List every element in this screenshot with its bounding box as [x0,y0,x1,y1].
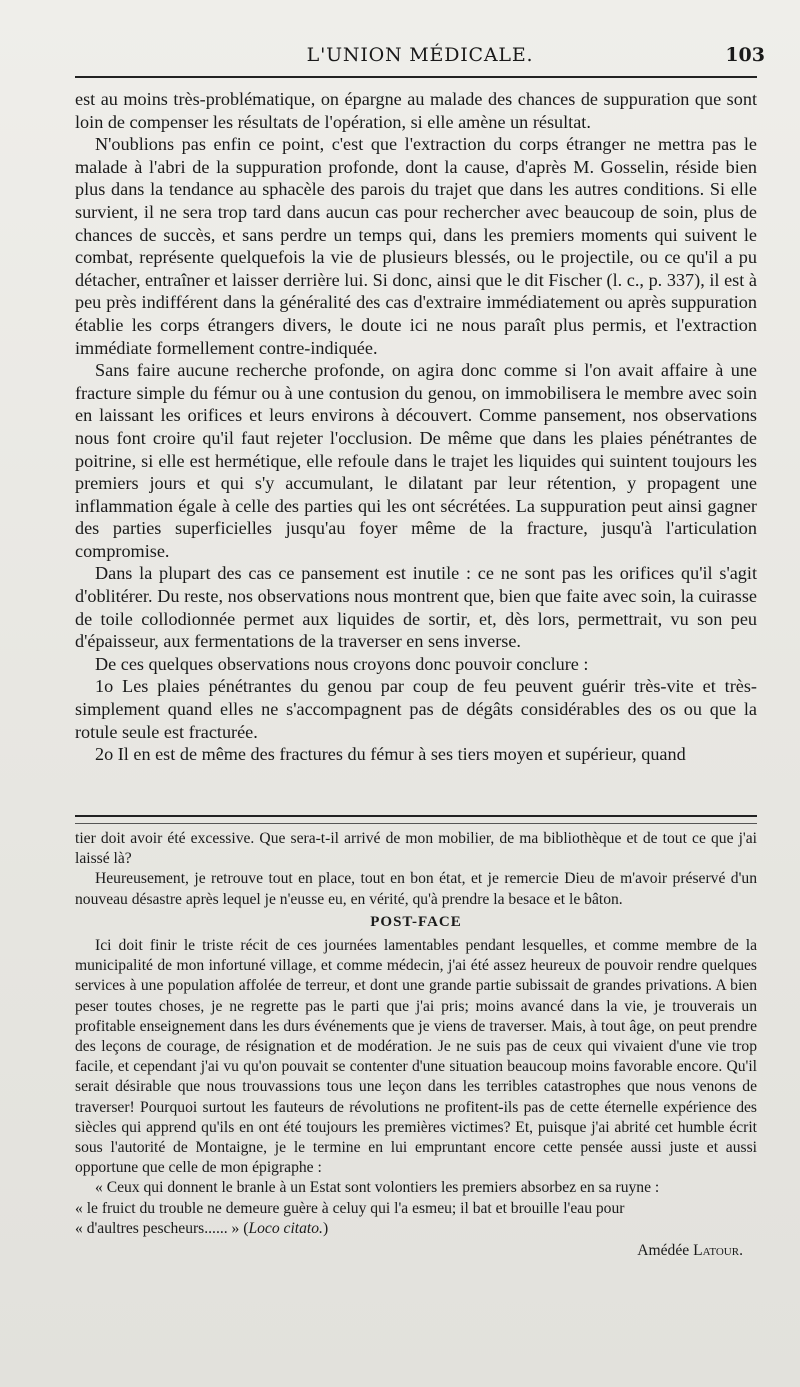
article-body [75,88,757,766]
quote-line [75,1219,757,1239]
feuilleton-paragraph: Ici doit finir le triste récit de ces journées lamentables pendant lesquelles, et comme membre de la municipalité de mon infortuné village, et comme médecin, j'ai été assez heureux de pouvoir rendre quelques services à une population affolée de terreur, et dont une grande partie subissait de grandes privations. A bien peser toutes choses, je ne regrette pas le parti que j'ai pris; moins avancé dans la vie, je trouverais un profitable enseignement dans les durs événements que je viens de traverser. Mais, à tout âge, on peut prendre des leçons de courage, de résignation et de modération. Je ne suis pas de ceux qui vivaient d'une vie trop facile, et cependant j'ai vu qu'on pouvait se contenter d'une situation beaucoup moins favorable encore. Qu'il serait désirable que nous trouvassions tous une leçon dans les terribles catastrophes que nous venons de traverser! Pourquoi surtout les fauteurs de révolutions ne profitent-ils pas de cette éternelle expérience des siècles qui apprend qu'ils en ont été toujours les premières victimes? Et, puisque j'ai abrité cet humble écrit sous l'autorité de Montaigne, je le termine en lui empruntant encore cette pensée aussi juste et aussi opportune que celle de mon épigraphe : [75,937,757,1177]
feuilleton-paragraph: tier doit avoir été excessive. Que sera-t-il arrivé de mon mobilier, de ma bibliothèque et de tout ce que j'ai laissé là? [75,830,757,868]
quote-line: « Ceux qui donnent le branle à un Estat sont volontiers les premiers absorbez en sa ruyne : [95,1179,660,1197]
feuilleton-body [75,829,757,1261]
running-title: L'UNION MÉDICALE. [306,44,534,66]
quote-text: « d'aultres pescheurs...... » ( [75,1219,249,1237]
quote-end: ) [322,1219,329,1237]
page-header [75,44,765,74]
header-rule [75,76,757,78]
conclusion-item: 1o Les plaies pénétrantes du genou par coup de feu peuvent guérir très-vite et très-simplement quand elles ne s'accompagnent pas de dégâts considérables des os ou que la rotule seule est fracturée. [75,676,757,742]
feuilleton-paragraph: Heureusement, je retrouve tout en place, tout en bon état, et je remercie Dieu de m'avoir préservé d'un nouveau désastre après lequel je n'eusse eu, en vérité, qu'à prendre la besace et le bâton. [75,870,757,908]
montaigne-quote [75,1178,757,1239]
page-number: 103 [725,44,765,66]
quote-line: « le fruict du trouble ne demeure guère à celuy qui l'a esmeu; il bat et brouille l'eau pour [75,1199,625,1217]
article-paragraph: De ces quelques observations nous croyons donc pouvoir conclure : [95,653,589,674]
author-signature [75,1241,757,1261]
feuilleton-separator [75,815,757,824]
article-paragraph: Dans la plupart des cas ce pansement est inutile : ce ne sont pas les orifices qu'il s'agit d'oblitérer. Du reste, nos observations nous montrent que, bien que faite avec soin, la cuirasse de toile collodionnée permet aux liquides de sortir, et, dès lors, permettrait, vu son peu d'épaisseur, aux fermentations de la traverser en sens inverse. [75,563,757,652]
article-paragraph: est au moins très-problématique, on épargne au malade des chances de suppuration que sont loin de compenser les résultats de l'opération, si elle amène un résultat. [75,89,757,132]
citation: Loco citato. [248,1219,323,1237]
conclusion-item: 2o Il en est de même des fractures du fémur à ses tiers moyen et supérieur, quand [95,744,686,765]
section-title: POST-FACE [370,913,462,930]
article-paragraph: N'oublions pas enfin ce point, c'est que l'extraction du corps étranger ne mettra pas le malade à l'abri de la suppuration profonde, dont la cause, d'après M. Gosselin, réside bien plus dans la tendance au sphacèle des parois du trajet que dans les autres conditions. Si elle survient, il ne sera trop tard dans aucun cas pour rechercher avec beaucoup de soin, plus de chances de succès, et sans perdre un temps qui, dans les premiers moments qui suivent le combat, représente quelquefois la vie de plusieurs blessés, ou le projectile, ou ce qu'il a pu détacher, entraîner et laisser derrière lui. Si donc, ainsi que le dit Fischer (l. c., p. 337), il est à peu près indifférent dans la généralité des cas d'extraire immédiatement ou après suppuration établie les corps étrangers divers, le doute ici ne nous paraît plus permis, et l'extraction immédiate formellement contre-indiquée. [75,134,757,358]
author-last-name: Latour. [693,1242,743,1260]
article-paragraph: Sans faire aucune recherche profonde, on agira donc comme si l'on avait affaire à une fracture simple du fémur ou à une contusion du genou, on immobilisera le membre avec soin en laissant les orifices et leurs environs à découvert. Comme pansement, nos observations nous font croire qu'il faut rejeter l'occlusion. De même que dans les plaies pénétrantes de poitrine, si elle est hermétique, elle refoule dans le trajet les liquides qui suintent toujours les premiers jours et qui s'y accumulant, le dilatant par leur rétention, y propagent une inflammation égale à celle des parties qui les ont sécrétées. La suppuration peut ainsi gagner des parties superficielles jusqu'au foyer même de la fracture, jusqu'à l'articulation compromise. [75,360,757,561]
author-first-name: Amédée [637,1242,690,1260]
